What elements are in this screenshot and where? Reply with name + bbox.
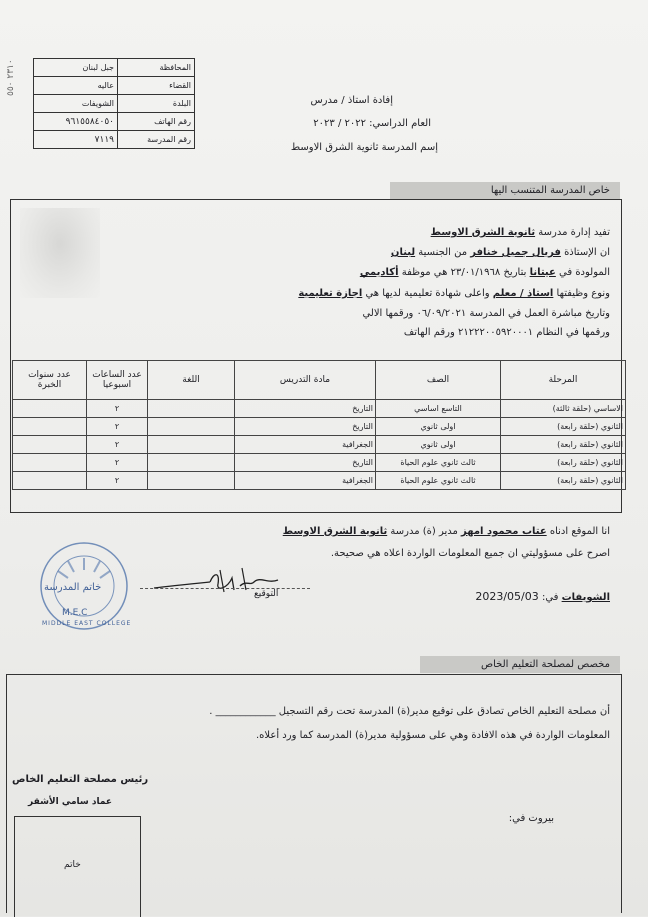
table-cell: الثانوي (حلقة رابعة) <box>501 454 626 472</box>
statement-line: وتاريخ مباشرة العمل في المدرسة ٠٦/٠٩/٢٠٢١ ورقمها الالي <box>362 308 610 319</box>
info-row <box>34 131 195 149</box>
table-header-row <box>13 361 626 400</box>
school-name-highlight: ثانوية الشرق الاوسط <box>430 227 536 238</box>
table-cell <box>13 454 87 472</box>
text: بتاريخ ٢٣/٠١/١٩٦٨ هي موظفة <box>398 267 530 278</box>
column-header: المرحلة <box>501 361 626 400</box>
text: في: <box>538 592 562 603</box>
text: ونوع وظيفتها <box>553 288 610 299</box>
info-value: ٩٦١٥٥٨٤٠٥٠ <box>34 113 118 131</box>
table-cell <box>13 418 87 436</box>
table-row <box>13 454 626 472</box>
info-value: جبل لبنان <box>34 59 118 77</box>
place-name: الشويفات <box>561 592 610 603</box>
table-cell: الثانوي (حلقة رابعة) <box>501 418 626 436</box>
teaching-table <box>12 360 626 490</box>
date-value: 2023/05/03 <box>475 590 539 603</box>
info-label: رقم المدرسة <box>118 131 195 149</box>
table-cell: التاسع اساسي <box>376 400 501 418</box>
info-label: البلدة <box>118 95 195 113</box>
statement-line: ورقمها في النظام ٢١٢٢٢٠٠٥٩٢٠٠٠١ ورقم الهاتف <box>403 327 610 338</box>
table-cell: ثالث ثانوي علوم الحياة <box>376 454 501 472</box>
school-info-table <box>33 58 195 149</box>
signature-line <box>140 588 310 589</box>
table-row <box>13 472 626 490</box>
info-row <box>34 95 195 113</box>
table-cell <box>13 400 87 418</box>
table-cell <box>13 472 87 490</box>
column-header: عدد سنوات الخبرة <box>13 361 87 400</box>
academic-year: العام الدراسي: ٢٠٢٢ / ٢٠٢٣ <box>313 118 431 129</box>
table-cell: ٢ <box>87 436 148 454</box>
declaration-line <box>283 526 610 537</box>
stamp-text: MIDDLE EAST COLLEGE <box>42 620 132 627</box>
column-header: عدد الساعات اسبوعيا <box>87 361 148 400</box>
stamp-abbr: M.E.C <box>62 608 88 618</box>
seal-label: خاتم <box>64 860 81 870</box>
table-cell <box>148 418 235 436</box>
table-cell <box>148 454 235 472</box>
table-cell: اولى ثانوي <box>376 436 501 454</box>
info-value: الشويفات <box>34 95 118 113</box>
table-cell: التاريخ <box>235 400 376 418</box>
text: من الجنسية <box>415 247 471 258</box>
stamp-label: خاتم المدرسة <box>44 582 102 593</box>
info-label: رقم الهاتف <box>118 113 195 131</box>
private-section-heading: مخصص لمصلحة التعليم الخاص <box>481 659 610 670</box>
table-row <box>13 400 626 418</box>
declaration-line: اصرح على مسؤوليتي ان جميع المعلومات الواردة اعلاه هي صحيحة. <box>330 548 610 559</box>
document-title: إفادة استاذ / مدرس <box>310 95 393 106</box>
employment-type: أكاديمي <box>359 267 399 278</box>
school-name-line: إسم المدرسة ثانوية الشرق الاوسط <box>290 142 438 153</box>
table-cell: ٢ <box>87 454 148 472</box>
statement-line <box>298 288 610 299</box>
table-cell <box>148 400 235 418</box>
school-section-heading: خاص المدرسة المتنسب اليها <box>490 185 610 196</box>
place-date-line <box>475 590 610 603</box>
text: ان الإستاذة <box>560 247 610 258</box>
info-value: ٧١١٩ <box>34 131 118 149</box>
birthplace: عيتانا <box>529 267 556 278</box>
table-cell: ثالث ثانوي علوم الحياة <box>376 472 501 490</box>
table-cell: الاساسي (حلقة ثالثة) <box>501 400 626 418</box>
signature-label: التوقيع <box>254 589 279 599</box>
info-row <box>34 113 195 131</box>
text: المولودة في <box>555 267 610 278</box>
info-row <box>34 77 195 95</box>
principal-name: عتاب محمود امهز <box>461 526 547 537</box>
table-row <box>13 436 626 454</box>
photo-placeholder <box>20 208 100 298</box>
table-cell <box>148 436 235 454</box>
ratification-line: أن مصلحة التعليم الخاص تصادق على توقيع مدير(ة) المدرسة تحت رقم التسجيل ____________ . <box>209 706 610 717</box>
table-cell: التاريخ <box>235 418 376 436</box>
director-title: رئيس مصلحة التعليم الخاص <box>12 774 149 785</box>
table-cell: الجغرافية <box>235 436 376 454</box>
table-cell <box>13 436 87 454</box>
text: انا الموقع ادناه <box>546 526 610 537</box>
info-value: عاليه <box>34 77 118 95</box>
info-label: المحافظة <box>118 59 195 77</box>
table-cell: ٢ <box>87 418 148 436</box>
text: مدير (ة) مدرسة <box>387 526 462 537</box>
certificate: اجازة تعليمية <box>298 288 363 299</box>
table-cell: الجغرافية <box>235 472 376 490</box>
director-name: عماد سامي الأشقر <box>28 797 113 807</box>
teacher-name: فريال جميل خنافر <box>470 247 561 258</box>
table-cell: ٢ <box>87 400 148 418</box>
table-cell: ٢ <box>87 472 148 490</box>
side-note: ٢٣١٠ ٥٥٠ <box>6 59 16 96</box>
column-header: الصف <box>376 361 501 400</box>
table-cell: الثانوي (حلقة رابعة) <box>501 472 626 490</box>
info-row <box>34 59 195 77</box>
column-header: مادة التدريس <box>235 361 376 400</box>
text: واعلى شهادة تعليمية لديها هي <box>362 288 493 299</box>
info-label: القضاء <box>118 77 195 95</box>
beirut-date-label: بيروت في: <box>508 813 554 824</box>
statement-line <box>391 247 610 258</box>
column-header: اللغة <box>148 361 235 400</box>
text: تفيد إدارة مدرسة <box>535 227 610 238</box>
job-type: استاذ / معلم <box>492 288 554 299</box>
table-cell: الثانوي (حلقة رابعة) <box>501 436 626 454</box>
table-row <box>13 418 626 436</box>
ratification-line: المعلومات الواردة في هذه الافادة وهي على مسؤولية مدير(ة) المدرسة كما ورد أعلاه. <box>256 730 610 741</box>
table-cell: اولى ثانوي <box>376 418 501 436</box>
nationality: لبنان <box>390 247 416 258</box>
table-cell <box>148 472 235 490</box>
statement-line <box>360 267 610 278</box>
statement-line <box>431 227 610 238</box>
table-cell: التاريخ <box>235 454 376 472</box>
school-name-highlight: ثانوية الشرق الاوسط <box>282 526 388 537</box>
